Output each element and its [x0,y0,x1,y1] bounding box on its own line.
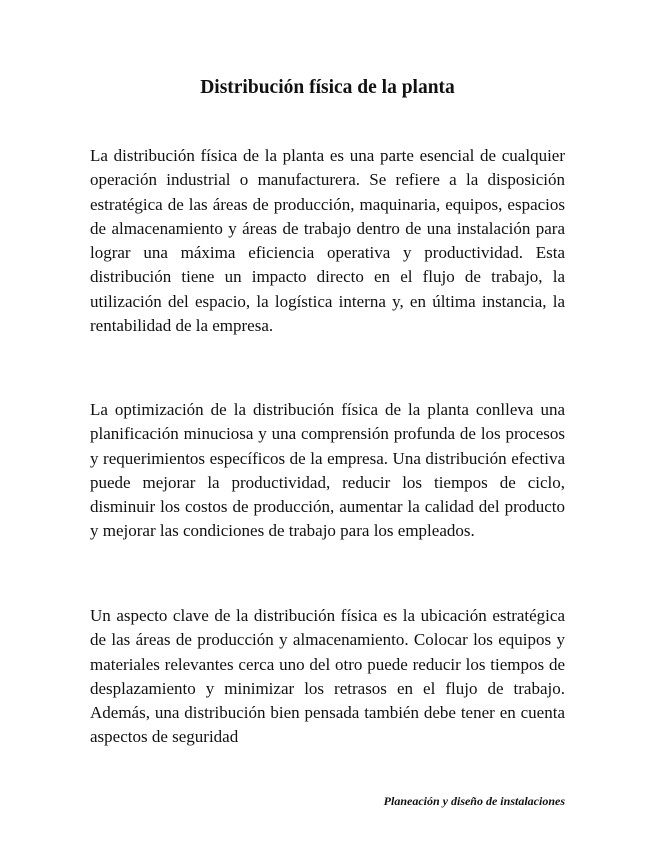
paragraph-3: Un aspecto clave de la distribución física es la ubicación estratégica de las áreas de producción y almacenamiento. Colocar los equipos y materiales relevantes cerca uno del otro puede reducir los tiempos de desplazamiento y minimizar los retrasos en el flujo de trabajo. Además, una distribución bien pensada también debe tener en cuenta aspectos de seguridad [90,606,565,747]
paragraph-2: La optimización de la distribución física de la planta conlleva una planificación minuciosa y una comprensión profunda de los procesos y requerimientos específicos de la empresa. Una distribución efectiva puede mejorar la productividad, reducir los tiempos de ciclo, disminuir los costos de producción, aumentar la calidad del producto y mejorar las condiciones de trabajo para los empleados. [90,400,565,541]
page-title: Distribución física de la planta [200,77,455,98]
paragraph-1: La distribución física de la planta es una parte esencial de cualquier operación industrial o manufacturera. Se refiere a la disposición estratégica de las áreas de producción, maquinaria, equipos, espacios de almacenamiento y áreas de trabajo dentro de una instalación para lograr una máxima eficiencia operativa y productividad. Esta distribución tiene un impacto directo en el flujo de trabajo, la utilización del espacio, la logística interna y, en última instancia, la rentabilidad de la empresa. [90,146,565,336]
page-footer: Planeación y diseño de instalaciones [383,794,565,808]
